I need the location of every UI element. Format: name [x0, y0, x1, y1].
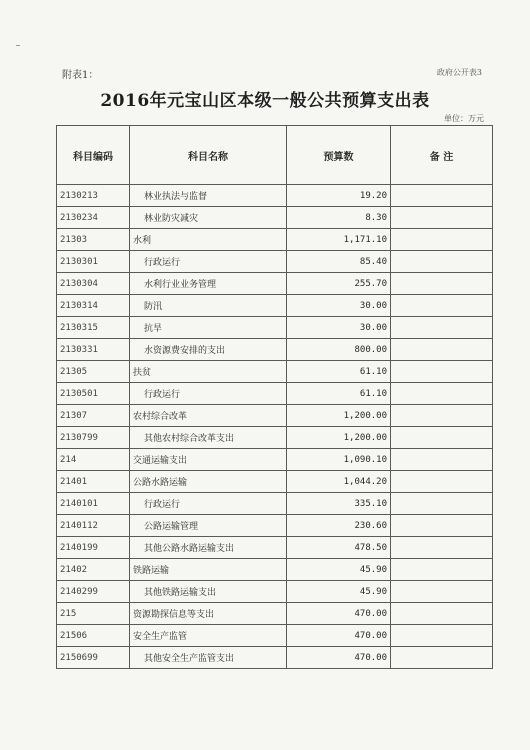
cell-note [391, 471, 493, 493]
cell-note [391, 295, 493, 317]
cell-code: 215 [57, 603, 130, 625]
table-header-row [57, 126, 493, 185]
cell-amount: 255.70 [287, 273, 391, 295]
cell-amount: 470.00 [287, 647, 391, 669]
cell-code: 2130331 [57, 339, 130, 361]
attachment-label: 附表1： [62, 70, 99, 81]
cell-name: 安全生产监管 [130, 625, 287, 647]
cell-code: 2150699 [57, 647, 130, 669]
cell-amount: 1,200.00 [287, 405, 391, 427]
cell-code: 2140199 [57, 537, 130, 559]
scan-mark [16, 45, 20, 46]
cell-code: 2130799 [57, 427, 130, 449]
cell-name: 林业执法与监督 [130, 185, 287, 207]
cell-amount: 8.30 [287, 207, 391, 229]
cell-note [391, 185, 493, 207]
cell-name: 抗旱 [130, 317, 287, 339]
cell-code: 21303 [57, 229, 130, 251]
cell-amount: 45.90 [287, 559, 391, 581]
cell-code: 214 [57, 449, 130, 471]
cell-code: 21401 [57, 471, 130, 493]
cell-note [391, 647, 493, 669]
cell-name: 公路运输管理 [130, 515, 287, 537]
cell-amount: 800.00 [287, 339, 391, 361]
table-row [57, 207, 493, 229]
cell-note [391, 251, 493, 273]
cell-amount: 470.00 [287, 603, 391, 625]
cell-amount: 1,090.10 [287, 449, 391, 471]
cell-name: 水利行业业务管理 [130, 273, 287, 295]
cell-amount: 470.00 [287, 625, 391, 647]
cell-amount: 61.10 [287, 383, 391, 405]
cell-note [391, 383, 493, 405]
cell-code: 21305 [57, 361, 130, 383]
cell-name: 水资源费安排的支出 [130, 339, 287, 361]
budget-table [56, 125, 493, 669]
table-row [57, 581, 493, 603]
cell-name: 其他农村综合改革支出 [130, 427, 287, 449]
cell-name: 防汛 [130, 295, 287, 317]
cell-amount: 230.60 [287, 515, 391, 537]
cell-note [391, 207, 493, 229]
cell-code: 2130234 [57, 207, 130, 229]
cell-note [391, 427, 493, 449]
header-note: 备 注 [391, 126, 493, 185]
cell-note [391, 449, 493, 471]
cell-note [391, 405, 493, 427]
cell-name: 其他铁路运输支出 [130, 581, 287, 603]
table-row [57, 405, 493, 427]
cell-note [391, 229, 493, 251]
cell-name: 农村综合改革 [130, 405, 287, 427]
cell-amount: 1,171.10 [287, 229, 391, 251]
table-row [57, 493, 493, 515]
cell-code: 2130315 [57, 317, 130, 339]
table-row [57, 229, 493, 251]
unit-label: 单位：万元 [444, 114, 484, 123]
cell-note [391, 515, 493, 537]
cell-note [391, 317, 493, 339]
table-row [57, 317, 493, 339]
header-amount: 预算数 [287, 126, 391, 185]
table-row [57, 603, 493, 625]
table-row [57, 383, 493, 405]
cell-code: 21506 [57, 625, 130, 647]
cell-note [391, 361, 493, 383]
cell-name: 其他公路水路运输支出 [130, 537, 287, 559]
table-row [57, 625, 493, 647]
cell-code: 2130213 [57, 185, 130, 207]
cell-name: 其他安全生产监管支出 [130, 647, 287, 669]
cell-name: 资源勘探信息等支出 [130, 603, 287, 625]
table-row [57, 339, 493, 361]
cell-code: 2140101 [57, 493, 130, 515]
table-row [57, 449, 493, 471]
cell-code: 2130314 [57, 295, 130, 317]
table-row [57, 515, 493, 537]
cell-note [391, 537, 493, 559]
cell-code: 2130304 [57, 273, 130, 295]
cell-amount: 61.10 [287, 361, 391, 383]
cell-code: 2140299 [57, 581, 130, 603]
cell-note [391, 581, 493, 603]
table-row [57, 251, 493, 273]
cell-name: 扶贫 [130, 361, 287, 383]
cell-note [391, 559, 493, 581]
cell-amount: 478.50 [287, 537, 391, 559]
cell-name: 行政运行 [130, 493, 287, 515]
table-row [57, 427, 493, 449]
cell-name: 水利 [130, 229, 287, 251]
table-row [57, 295, 493, 317]
cell-note [391, 339, 493, 361]
cell-code: 2140112 [57, 515, 130, 537]
cell-name: 林业防灾减灾 [130, 207, 287, 229]
cell-code: 2130301 [57, 251, 130, 273]
page-title: 2016年元宝山区本级一般公共预算支出表 [100, 91, 430, 111]
table-row [57, 471, 493, 493]
table-row [57, 185, 493, 207]
cell-amount: 30.00 [287, 317, 391, 339]
table-row [57, 537, 493, 559]
cell-note [391, 603, 493, 625]
cell-name: 行政运行 [130, 251, 287, 273]
cell-amount: 1,044.20 [287, 471, 391, 493]
cell-name: 交通运输支出 [130, 449, 287, 471]
cell-amount: 1,200.00 [287, 427, 391, 449]
cell-code: 21402 [57, 559, 130, 581]
cell-amount: 335.10 [287, 493, 391, 515]
cell-code: 2130501 [57, 383, 130, 405]
cell-amount: 85.40 [287, 251, 391, 273]
cell-amount: 45.90 [287, 581, 391, 603]
cell-amount: 30.00 [287, 295, 391, 317]
cell-amount: 19.20 [287, 185, 391, 207]
cell-note [391, 273, 493, 295]
header-name: 科目名称 [130, 126, 287, 185]
cell-name: 铁路运输 [130, 559, 287, 581]
table-row [57, 647, 493, 669]
cell-note [391, 493, 493, 515]
table-row [57, 559, 493, 581]
cell-note [391, 625, 493, 647]
cell-name: 行政运行 [130, 383, 287, 405]
cell-name: 公路水路运输 [130, 471, 287, 493]
header-code: 科目编码 [57, 126, 130, 185]
cell-code: 21307 [57, 405, 130, 427]
document-tag: 政府公开表3 [436, 68, 482, 77]
table-row [57, 273, 493, 295]
table-row [57, 361, 493, 383]
